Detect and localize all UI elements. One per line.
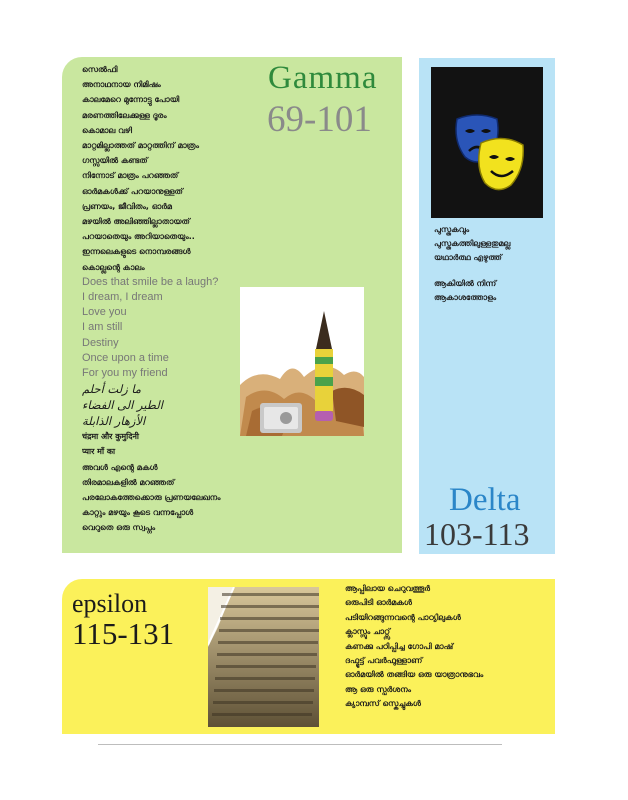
- gamma-contents-item: I am still: [82, 321, 123, 334]
- staircase-illustration: [208, 587, 319, 727]
- gamma-contents-item: Love you: [82, 306, 127, 319]
- stair-step: [218, 641, 318, 644]
- delta-contents-list: [434, 223, 550, 305]
- delta-contents-item: യഥാർത്ഥ എഴുത്ത്: [434, 253, 502, 262]
- gamma-contents-item: തിരമാലകളിൽ മറഞ്ഞത്: [82, 477, 175, 487]
- stair-step: [213, 701, 313, 704]
- stair-step: [220, 617, 319, 620]
- delta-contents-item: പുസ്തകവും: [434, 225, 470, 234]
- gamma-contents-item: കാലമേറെ മുന്നോട്ടു പോയി: [82, 95, 180, 105]
- epsilon-contents-item: പടിയിറങ്ങുന്നവന്റെ പാഠ്യിലുകൾ: [345, 612, 461, 622]
- stair-step: [216, 665, 316, 668]
- gamma-section-title: Gamma: [268, 60, 378, 96]
- gamma-contents-item: കൊമാല വഴി: [82, 125, 132, 135]
- gamma-contents-item: ഗസ്സയിൽ കണ്ടത്: [82, 156, 148, 166]
- epsilon-contents-item: ഒരുപിടി ഓർമകൾ: [345, 598, 412, 608]
- delta-page-range: 103-113: [424, 516, 530, 552]
- gamma-contents-item: കൊല്ലന്റെ കാലം: [82, 262, 145, 272]
- theatre-masks-icon: [431, 67, 543, 218]
- pencil-illustration: [240, 287, 364, 436]
- gamma-contents-item: വെറുതെ ഒരു സ്വപ്നം: [82, 523, 156, 533]
- gamma-contents-item: For you my friend: [82, 367, 168, 380]
- gamma-contents-item: I dream, I dream: [82, 291, 163, 304]
- stair-step: [214, 689, 314, 692]
- gamma-contents-item: Does that smile be a laugh?: [82, 275, 219, 288]
- delta-contents-item: പുസ്തകത്തിലുള്ളതുമല്ല: [434, 239, 511, 248]
- epsilon-page-range: 115-131: [72, 616, 175, 651]
- theatre-masks-image: [431, 67, 543, 218]
- epsilon-contents-item: ആ ഒരു സ്പർശനം: [345, 684, 412, 694]
- epsilon-section-title: epsilon: [72, 589, 148, 618]
- gamma-contents-item: അവൾ എന്റെ മകൾ: [82, 462, 158, 472]
- footer-divider: [98, 744, 502, 745]
- epsilon-contents-item: ക്ലാസ്സും ചാറ്റ്സ്: [345, 627, 391, 637]
- gamma-contents-item: നിന്നോട് മാത്രം പറഞ്ഞത്: [82, 171, 179, 181]
- epsilon-contents-item: ക്യാമ്പസ് സ്കെച്ചുകൾ: [345, 699, 421, 709]
- gamma-contents-item: മരണത്തിലേക്കുള്ള ദൂരം: [82, 110, 167, 120]
- gamma-contents-item: الأزهار الذابلة: [82, 414, 146, 429]
- delta-contents-item: ആകാശത്തോളം: [434, 293, 497, 302]
- gamma-contents-item: കാറ്റും മഴയും കൂടെ വന്നപ്പോൾ: [82, 508, 194, 518]
- gamma-contents-item: ഇന്നലെകളുടെ നൊമ്പരങ്ങൾ: [82, 247, 191, 257]
- stair-step: [219, 629, 319, 632]
- gamma-contents-item: Destiny: [82, 336, 119, 349]
- gamma-contents-item: الطير الى الفضاء: [82, 398, 163, 413]
- stair-step: [212, 713, 312, 716]
- gamma-contents-item: ما زلت أحلم: [82, 382, 142, 397]
- gamma-contents-item: പ്രണയം, ജീവിതം, ഓർമ: [82, 201, 172, 211]
- gamma-contents-item: മഴയിൽ അലിഞ്ഞില്ലാതായത്: [82, 217, 190, 227]
- stair-step: [222, 593, 319, 596]
- gamma-contents-item: സെൽഫി: [82, 65, 118, 74]
- gamma-page-range: 69-101: [267, 99, 372, 140]
- gamma-contents-item: അനാഥനായ നിമിഷം: [82, 80, 161, 90]
- pencil-shavings-photo: [240, 287, 364, 436]
- gamma-contents-item: चंद्रमा और कुमुदिनी: [82, 432, 139, 442]
- gamma-contents-item: പരലോകത്തേക്കൊരു പ്രണയലേഖനം: [82, 493, 221, 503]
- stair-step: [215, 677, 315, 680]
- epsilon-contents-item: ഓർമയിൽ തങ്ങിയ ഒരു യാത്രാനുഭവം: [345, 670, 484, 680]
- delta-section-title: Delta: [449, 482, 521, 518]
- epsilon-contents-item: ആപ്പിലായ ചെറുവത്തൂർ: [345, 584, 430, 593]
- gamma-contents-item: प्यार माँ का: [82, 447, 116, 457]
- stair-step: [217, 653, 317, 656]
- stair-step: [221, 605, 319, 608]
- gamma-contents-item: മാറ്റമില്ലാത്തത് മാറ്റത്തിന് മാത്രം: [82, 141, 199, 151]
- delta-contents-item: ആകിയിൽ നിന്ന്: [434, 279, 497, 288]
- epsilon-contents-list: [345, 582, 545, 712]
- gamma-contents-item: ഓർമകൾക്ക് പറയാനുള്ളത്: [82, 186, 183, 196]
- gamma-contents-item: Once upon a time: [82, 351, 169, 364]
- staircase-photo: [208, 587, 319, 727]
- gamma-contents-item: പറയാതെയും അറിയാതെയും..: [82, 232, 195, 242]
- epsilon-contents-item: ദഫ്മുട്ട് പവർഫുള്ളാണ്: [345, 656, 423, 666]
- epsilon-contents-item: കണക്കു പഠിപ്പിച്ച ഗോപി മാഷ്: [345, 641, 454, 651]
